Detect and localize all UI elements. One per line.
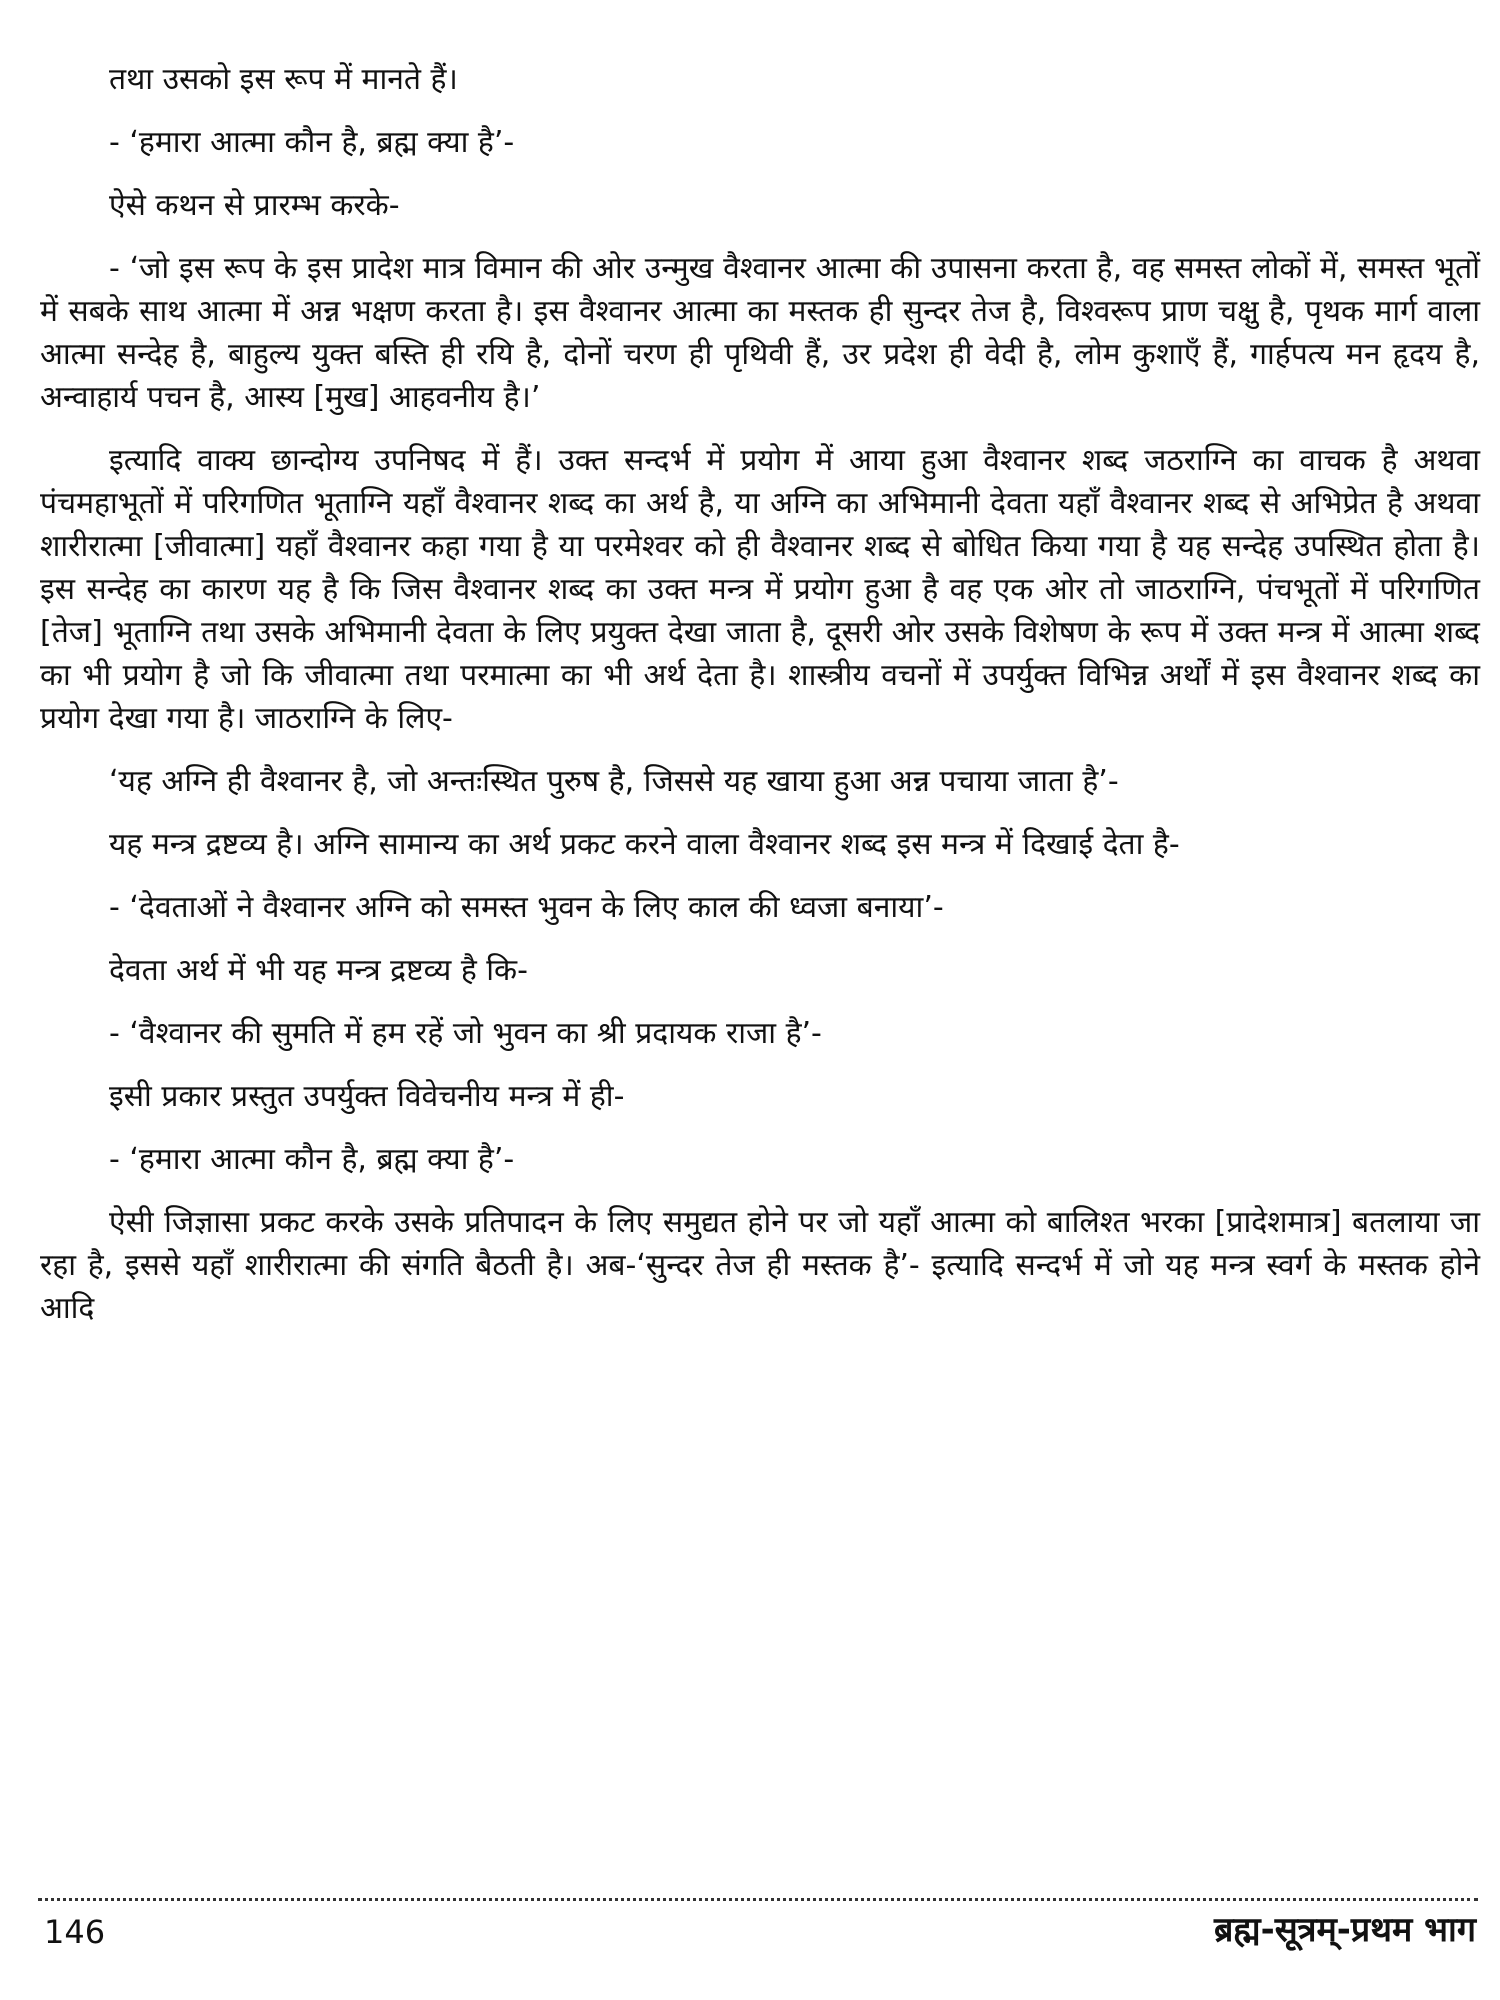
page-number: 146 [44, 1913, 106, 1951]
quote-line-3: - ‘वैश्वानर की सुमति में हम रहें जो भुवन का श्री प्रदायक राजा है’- [109, 1016, 822, 1051]
footer-dotted-rule [38, 1898, 1478, 1901]
paragraph-1: तथा उसको इस रूप में मानते हैं। [109, 62, 458, 97]
running-title: ब्रह्म-सूत्रम्-प्रथम भाग [1213, 1910, 1476, 1950]
paragraph-5: इत्यादि वाक्य छान्दोग्य उपनिषद में हैं। उक्त सन्दर्भ में प्रयोग में आया हुआ वैश्वानर शब्द जठराग्नि का वाचक है अथवा पंचमहाभूतों में परिगणित भूताग्नि यहाँ वैश्वानर शब्द का अर्थ है, या अग्नि का अभिमानी देवता यहाँ वैश्वानर शब्द से अभिप्रेत है अथवा शारीरात्मा [जीवात्मा] यहाँ वैश्वानर कहा गया है या परमेश्वर को ही वैश्वानर शब्द से बोधित किया गया है यह सन्देह उपस्थित होता है। इस सन्देह का कारण यह है कि जिस वैश्वानर शब्द का उक्त मन्त्र में प्रयोग हुआ है वह एक ओर तो जाठराग्नि, पंचभूतों में परिगणित [तेज] भूताग्नि तथा उसके अभिमानी देवता के लिए प्रयुक्त देखा जाता है, दूसरी ओर उसके विशेषण के रूप में उक्त मन्त्र में आत्मा शब्द का भी प्रयोग है जो कि जीवात्मा तथा परमात्मा का भी अर्थ देता है। शास्त्रीय वचनों में उपर्युक्त विभिन्न अर्थों में इस वैश्वानर शब्द का प्रयोग देखा गया है। जाठराग्नि के लिए- [40, 443, 1480, 736]
quote-line: - ‘हमारा आत्मा कौन है, ब्रह्म क्या है’- [109, 125, 515, 160]
quote-paragraph-2: ‘यह अग्नि ही वैश्वानर है, जो अन्तःस्थित पुरुष है, जिससे यह खाया हुआ अन्न पचाया जाता है’- [109, 764, 1119, 799]
paragraph-3: ऐसे कथन से प्रारम्भ करके- [109, 188, 400, 223]
quote-paragraph: - ‘जो इस रूप के इस प्रादेश मात्र विमान की ओर उन्मुख वैश्वानर आत्मा की उपासना करता है, वह समस्त लोकों में, समस्त भूतों में सबके साथ आत्मा में अन्न भक्षण करता है। इस वैश्वानर आत्मा का मस्तक ही सुन्दर तेज है, विश्वरूप प्राण चक्षु है, पृथक मार्ग वाला आत्मा सन्देह है, बाहुल्य युक्त बस्ति ही रयि है, दोनों चरण ही पृथिवी हैं, उर प्रदेश ही वेदी है, लोम कुशाएँ हैं, गार्हपत्य मन हृदय है, अन्वाहार्य पचन है, आस्य [मुख] आहवनीय है।’ [40, 251, 1480, 415]
quote-line-4: - ‘हमारा आत्मा कौन है, ब्रह्म क्या है’- [109, 1142, 515, 1177]
paragraph-11: इसी प्रकार प्रस्तुत उपर्युक्त विवेचनीय मन्त्र में ही- [109, 1079, 625, 1114]
page-body [40, 58, 1480, 1350]
paragraph-7: यह मन्त्र द्रष्टव्य है। अग्नि सामान्य का अर्थ प्रकट करने वाला वैश्वानर शब्द इस मन्त्र में दिखाई देता है- [109, 827, 1180, 862]
paragraph-9: देवता अर्थ में भी यह मन्त्र द्रष्टव्य है कि- [109, 953, 528, 988]
quote-line-2: - ‘देवताओं ने वैश्वानर अग्नि को समस्त भुवन के लिए काल की ध्वजा बनाया’- [109, 890, 944, 925]
paragraph-13: ऐसी जिज्ञासा प्रकट करके उसके प्रतिपादन के लिए समुद्यत होने पर जो यहाँ आत्मा को बालिश्त भरका [प्रादेशमात्र] बतलाया जा रहा है, इससे यहाँ शारीरात्मा की संगति बैठती है। अब-‘सुन्दर तेज ही मस्तक है’- इत्यादि सन्दर्भ में जो यह मन्त्र स्वर्ग के मस्तक होने आदि [40, 1205, 1480, 1326]
